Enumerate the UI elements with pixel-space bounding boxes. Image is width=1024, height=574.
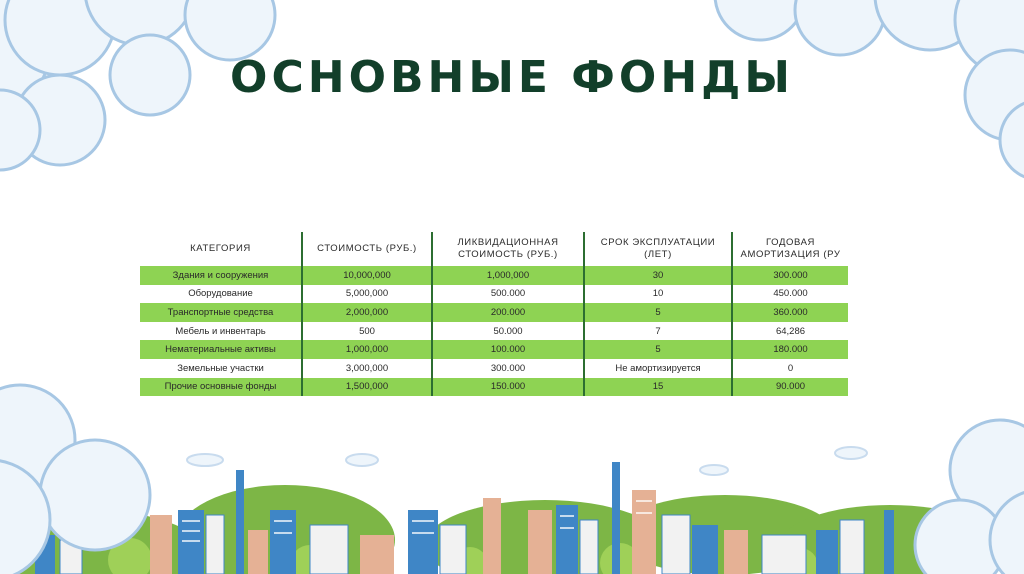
header-annual-depreciation-line2: АМОРТИЗАЦИЯ (РУ xyxy=(740,249,841,260)
cell-useful-life: 15 xyxy=(584,378,732,397)
cell-cost: 500 xyxy=(302,322,432,341)
header-cost xyxy=(302,232,432,266)
header-cost-label: СТОИМОСТЬ (РУБ.) xyxy=(317,243,417,254)
cell-useful-life: 5 xyxy=(584,340,732,359)
table-row xyxy=(140,340,848,359)
cell-cost: 2,000,000 xyxy=(302,303,432,322)
cell-annual-depreciation: 90.000 xyxy=(732,378,848,397)
cell-cost: 1,000,000 xyxy=(302,340,432,359)
cell-useful-life: Не амортизируется xyxy=(584,359,732,378)
cell-category: Прочие основные фонды xyxy=(140,378,302,397)
cell-annual-depreciation: 180.000 xyxy=(732,340,848,359)
cell-annual-depreciation: 300.000 xyxy=(732,266,848,285)
fixed-assets-table xyxy=(140,232,848,396)
cell-useful-life: 5 xyxy=(584,303,732,322)
cell-annual-depreciation: 450.000 xyxy=(732,285,848,304)
header-category xyxy=(140,232,302,266)
header-category-label: КАТЕГОРИЯ xyxy=(190,243,251,254)
header-salvage-value-line2: СТОИМОСТЬ (РУБ.) xyxy=(458,249,558,260)
cell-category: Здания и сооружения xyxy=(140,266,302,285)
cell-salvage-value: 500.000 xyxy=(432,285,584,304)
cell-category: Транспортные средства xyxy=(140,303,302,322)
cell-salvage-value: 150.000 xyxy=(432,378,584,397)
slide-title: ОСНОВНЫЕ ФОНДЫ xyxy=(230,52,794,103)
table-row xyxy=(140,285,848,304)
cell-annual-depreciation: 64,286 xyxy=(732,322,848,341)
cell-category: Оборудование xyxy=(140,285,302,304)
cell-category: Нематериальные активы xyxy=(140,340,302,359)
table-row xyxy=(140,303,848,322)
cell-useful-life: 30 xyxy=(584,266,732,285)
cell-salvage-value: 50.000 xyxy=(432,322,584,341)
cell-cost: 3,000,000 xyxy=(302,359,432,378)
cell-salvage-value: 1,000,000 xyxy=(432,266,584,285)
cell-salvage-value: 200.000 xyxy=(432,303,584,322)
cell-salvage-value: 300.000 xyxy=(432,359,584,378)
cell-salvage-value: 100.000 xyxy=(432,340,584,359)
table-header-row xyxy=(140,232,848,266)
header-useful-life-line2: (ЛЕТ) xyxy=(644,249,672,260)
cell-useful-life: 7 xyxy=(584,322,732,341)
cell-annual-depreciation: 0 xyxy=(732,359,848,378)
header-salvage-value xyxy=(432,232,584,266)
cell-useful-life: 10 xyxy=(584,285,732,304)
table-row xyxy=(140,322,848,341)
header-useful-life-line1: СРОК ЭКСПЛУАТАЦИИ xyxy=(600,237,716,248)
header-useful-life xyxy=(584,232,732,266)
header-salvage-value-line1: ЛИКВИДАЦИОННАЯ xyxy=(457,237,559,248)
cloud-bottom-right xyxy=(915,420,1024,574)
table-row xyxy=(140,378,848,397)
cell-annual-depreciation: 360.000 xyxy=(732,303,848,322)
small-clouds xyxy=(187,447,867,475)
cell-cost: 10,000,000 xyxy=(302,266,432,285)
table-row xyxy=(140,359,848,378)
cell-category: Мебель и инвентарь xyxy=(140,322,302,341)
table-row xyxy=(140,266,848,285)
cell-cost: 5,000,000 xyxy=(302,285,432,304)
cell-category: Земельные участки xyxy=(140,359,302,378)
header-annual-depreciation-line1: ГОДОВАЯ xyxy=(765,237,816,248)
header-annual-depreciation xyxy=(732,232,848,266)
cell-cost: 1,500,000 xyxy=(302,378,432,397)
